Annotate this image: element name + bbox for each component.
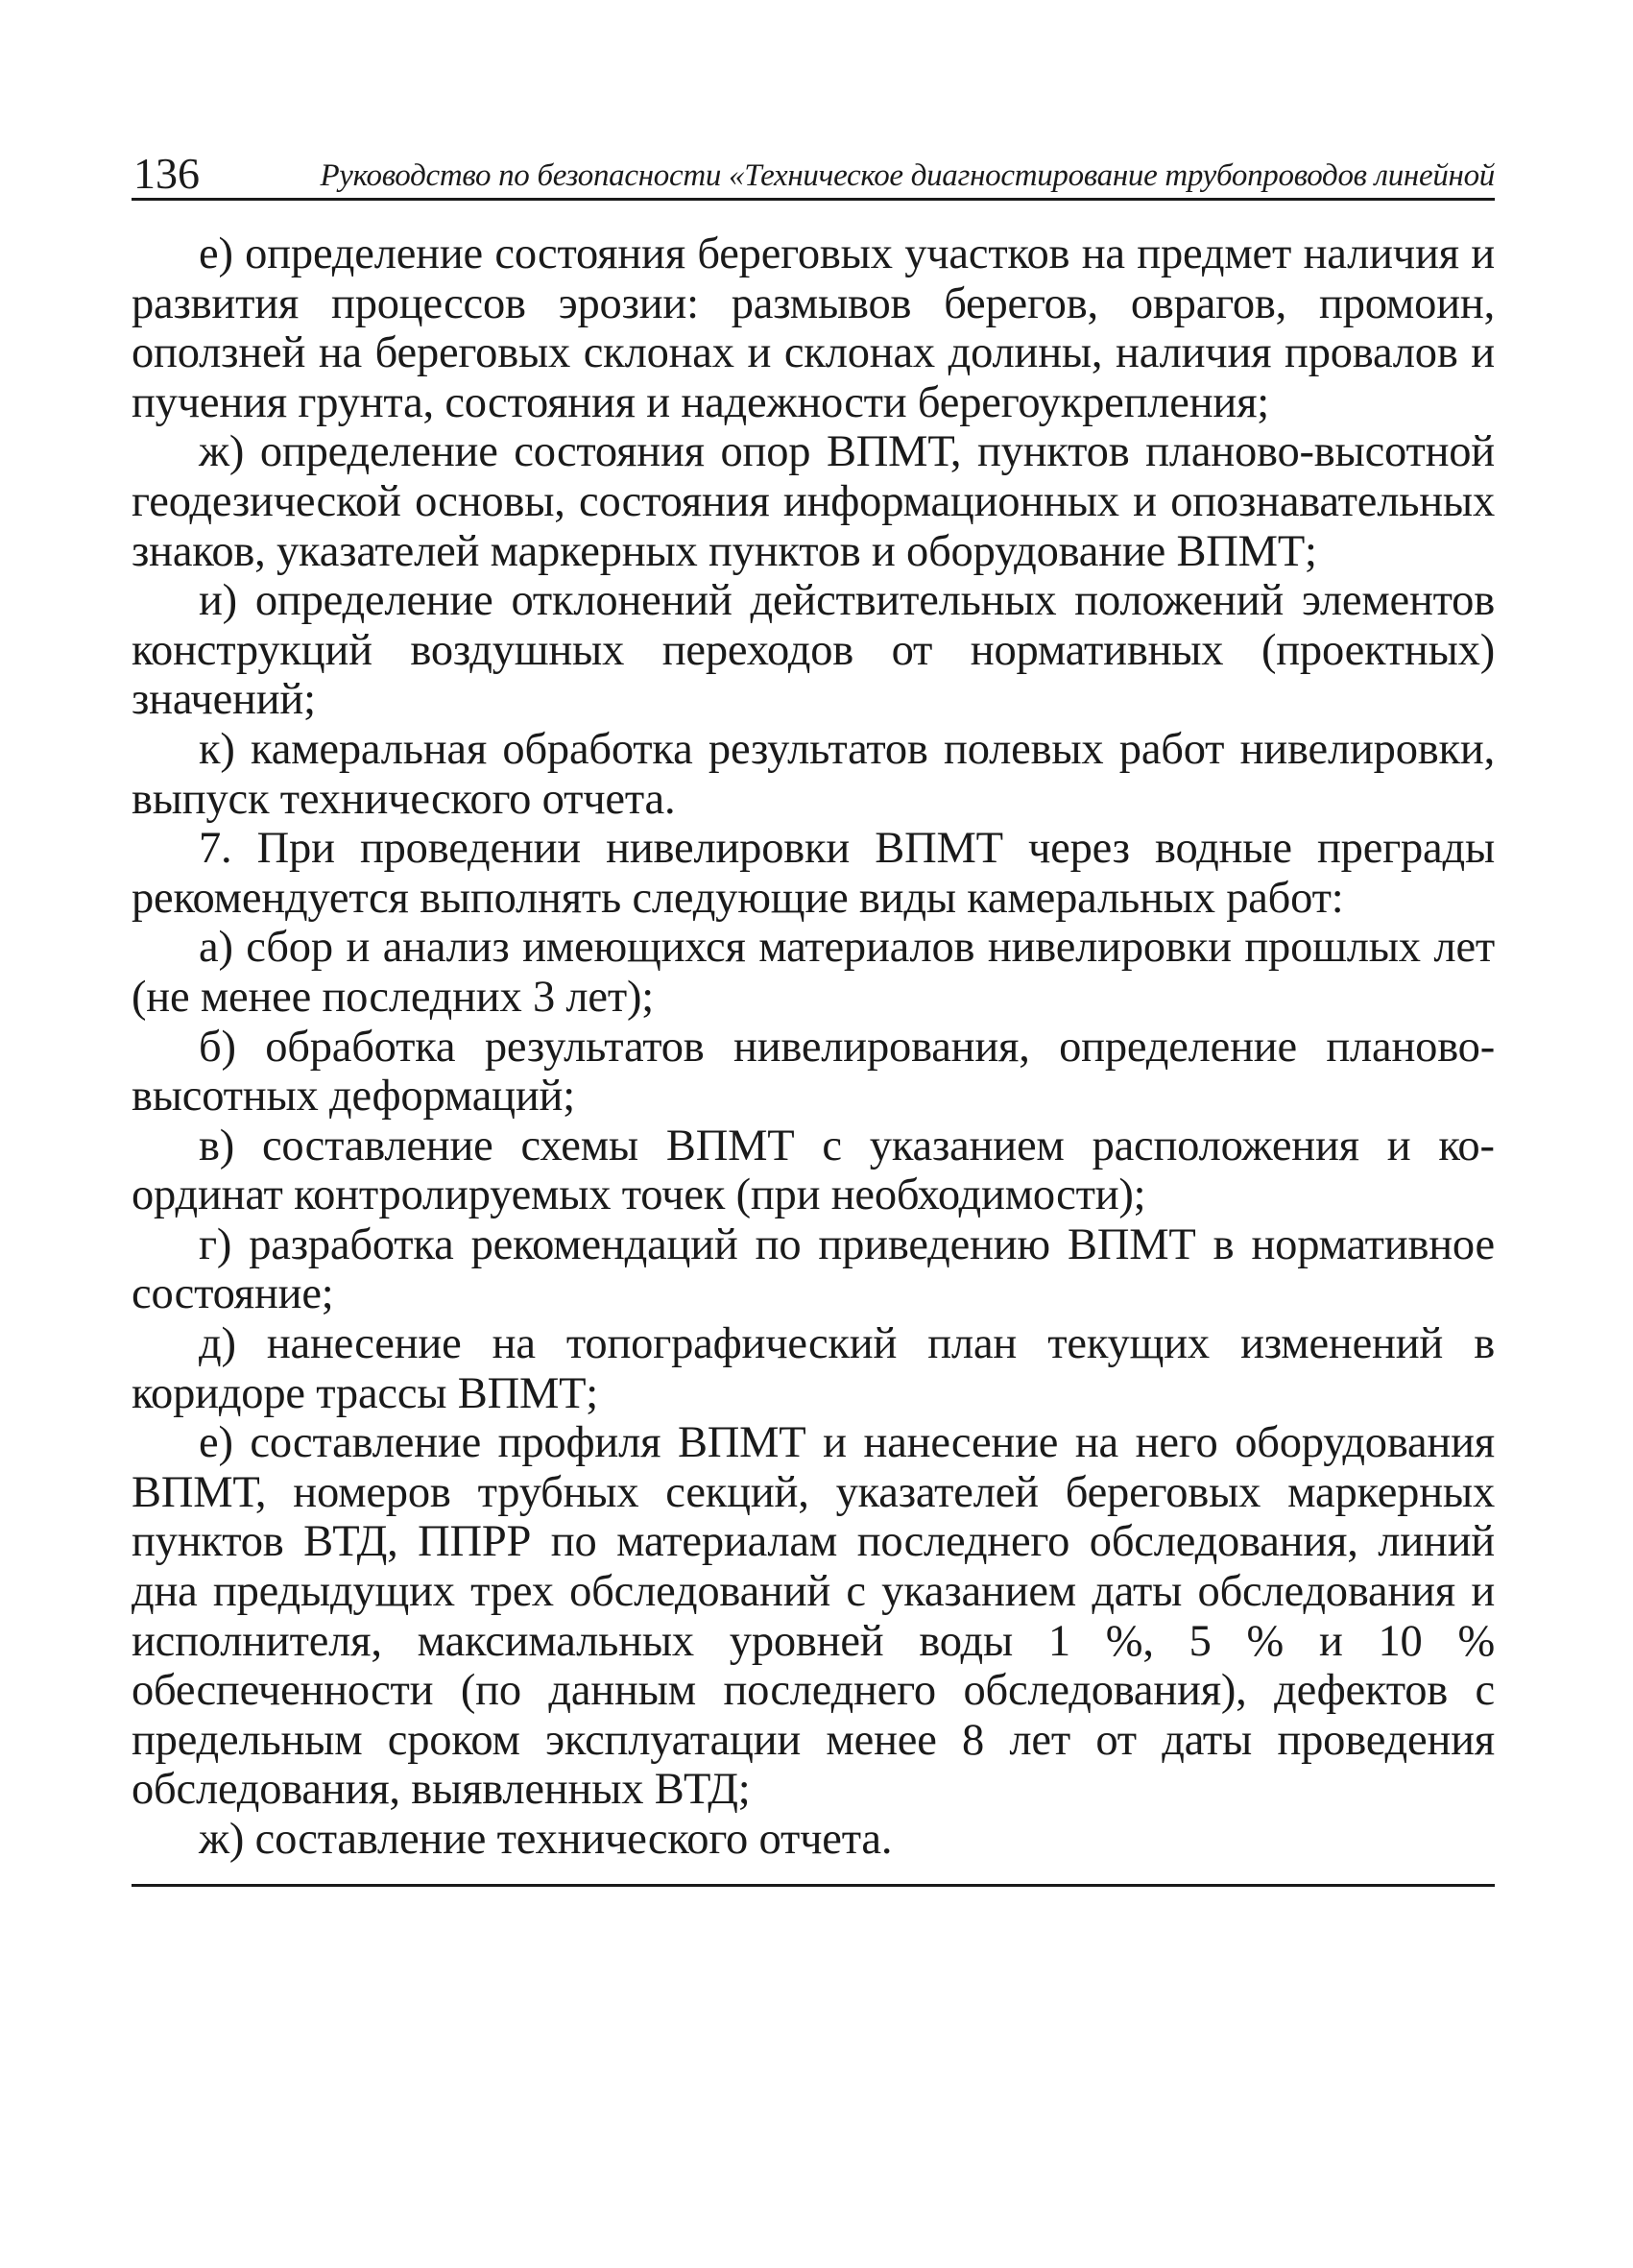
paragraph-7-office-works: 7. При проведении нивелировки ВПМТ через водные преграды рекомендуется выполнять следующие виды камеральных работ: — [132, 824, 1495, 923]
paragraph-b-leveling-results: б) обработка результатов нивелирования, определение планово-высотных деформаций; — [132, 1022, 1495, 1122]
paragraph-e-profile: е) составление профиля ВПМТ и нанесение на него оборудования ВПМТ, номеров трубных секций, указателей береговых маркерных пунктов ВТД, ППРР по материалам последнего обследования, линий дна предыдущих трех обследований с указанием даты обследования и исполнителя, максимальных уровней воды 1 %, 5 % и 10 % обеспеченности (по данным последнего обследования), дефектов с предельным сроком эксплуатации менее 8 лет от даты проведения обследования, выявленных ВТД; — [132, 1418, 1495, 1815]
document-page — [132, 144, 1495, 1887]
paragraph-a-data-collection: а) сбор и анализ имеющихся материалов нивелировки прошлых лет (не менее последних 3 лет); — [132, 923, 1495, 1022]
paragraph-e-shore-condition: е) определение состояния береговых участков на предмет наличия и развития процессов эрозии: размывов берегов, оврагов, промоин, оползней на береговых склонах и склонах долины, наличия провалов и пучения грунта, состояния и надежности берегоукрепления; — [132, 229, 1495, 427]
paragraph-zh-technical-report: ж) составление технического отчета. — [199, 1815, 893, 1864]
page-number: 136 — [133, 149, 200, 198]
paragraph-g-recommendations: г) разработка рекомендаций по приведению ВПМТ в нормативное состояние; — [132, 1219, 1495, 1319]
paragraph-i-deviations: и) определение отклонений действительных положений элементов конструкций воздушных переходов от нормативных (проектных) значений; — [132, 576, 1495, 725]
running-title: Руководство по безопасности «Техническое диагностирование трубопроводов линейной — [320, 158, 1495, 193]
paragraph-d-topographic-plan: д) нанесение на топографический план текущих изменений в коридоре трассы ВПМТ; — [132, 1319, 1495, 1418]
paragraph-k-office-processing: к) камеральная обработка результатов полевых работ нивелировки, выпуск технического отчета. — [132, 724, 1495, 824]
bottom-rule — [132, 1884, 1495, 1887]
running-header — [132, 144, 1495, 201]
body-text — [132, 229, 1495, 1865]
paragraph-zh-supports-condition: ж) определение состояния опор ВПМТ, пунктов планово-высотной геодезической основы, состояния информационных и опознавательных знаков, указателей маркерных пунктов и оборудование ВПМТ; — [132, 427, 1495, 576]
paragraph-v-scheme: в) составление схемы ВПМТ с указанием расположения и координат контролируемых точек (при необходимости); — [132, 1121, 1495, 1220]
